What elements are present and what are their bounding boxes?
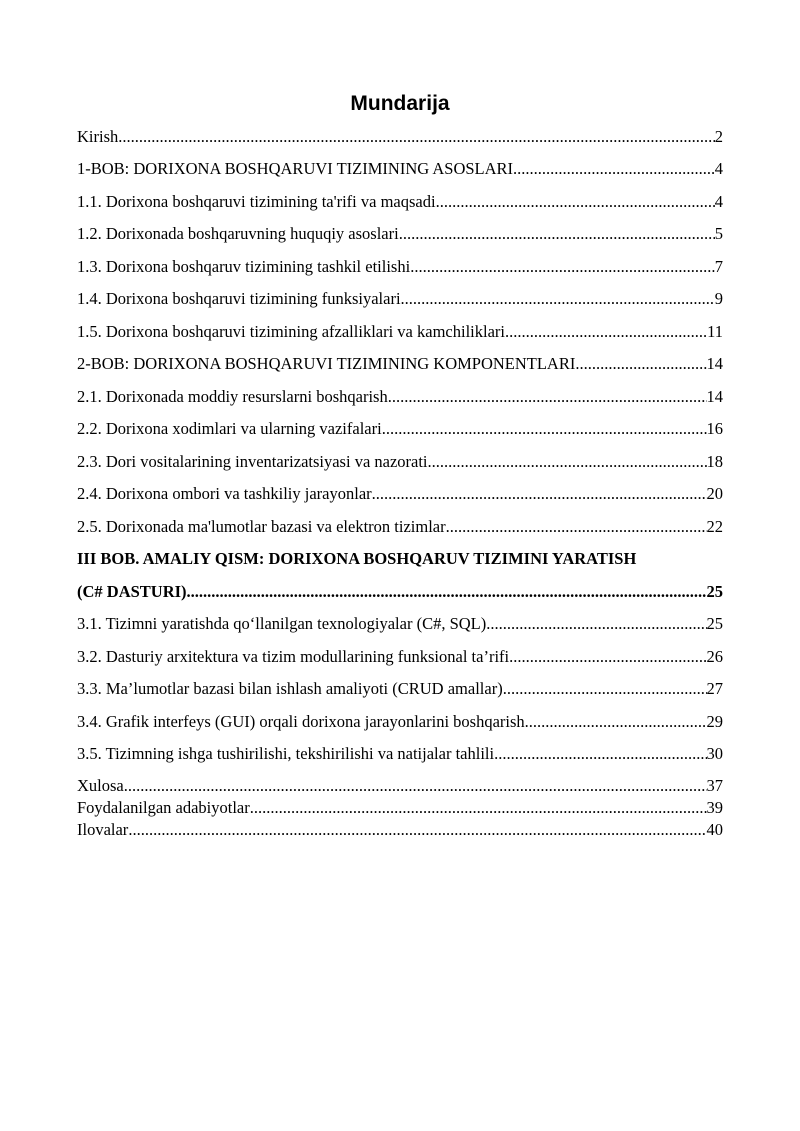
toc-page-number: 11 [707, 322, 723, 341]
toc-entry-1-4 [77, 289, 723, 309]
toc-entry-text: III BOB. AMALIY QISM: DORIXONA BOSHQARUV TIZIMINI YARATISH [77, 549, 637, 568]
toc-leader-dots [410, 257, 715, 277]
toc-entry-2-4 [77, 484, 723, 504]
toc-leader-dots [513, 159, 715, 179]
toc-leader-dots [187, 582, 707, 602]
toc-entry-text: 2-BOB: DORIXONA BOSHQARUVI TIZIMINING KOMPONENTLARI [77, 354, 576, 373]
toc-entry-text: 1.3. Dorixona boshqaruv tizimining tashkil etilishi [77, 257, 411, 276]
toc-entry-ilovalar [77, 820, 723, 840]
page-title: Mundarija [350, 92, 450, 115]
toc-entry-chapter-1 [77, 159, 723, 179]
toc-entry-2-3 [77, 452, 723, 472]
toc-entry-1-3 [77, 257, 723, 277]
toc-page-number: 29 [706, 712, 723, 731]
toc-entry-3-1 [77, 614, 723, 634]
toc-page-number: 26 [706, 647, 723, 666]
toc-entry-1-5 [77, 322, 723, 342]
toc-leader-dots [509, 647, 706, 667]
toc-entry-text: 2.2. Dorixona xodimlari va ularning vazifalari [77, 419, 382, 438]
toc-page-number: 5 [714, 224, 723, 243]
toc-entry-text: 1.2. Dorixonada boshqaruvning huquqiy asoslari [77, 224, 399, 243]
toc-leader-dots [124, 776, 707, 796]
toc-entry-3-5 [77, 744, 723, 764]
toc-entry-adabiyotlar [77, 798, 723, 818]
toc-leader-dots [118, 127, 715, 147]
toc-page-number: 14 [706, 387, 723, 406]
toc-leader-dots [503, 679, 707, 699]
toc-page-number: 7 [714, 257, 723, 276]
toc-entry-text: Foydalanilgan adabiyotlar [77, 798, 250, 817]
toc-entry-text: 1-BOB: DORIXONA BOSHQARUVI TIZIMINING ASOSLARI [77, 159, 514, 178]
toc-entry-text: Xulosa [77, 776, 124, 795]
toc-entry-text: 3.2. Dasturiy arxitektura va tizim modullarining funksional ta’rifi [77, 647, 510, 666]
toc-page-number: 20 [706, 484, 723, 503]
toc-leader-dots [128, 820, 706, 840]
toc-page-number: 4 [714, 159, 723, 178]
toc-page-number: 14 [706, 354, 723, 373]
toc-entry-text: 3.5. Tizimning ishga tushirilishi, tekshirilishi va natijalar tahlili [77, 744, 495, 763]
toc-leader-dots [575, 354, 706, 374]
toc-page-number: 30 [706, 744, 723, 763]
toc-entry-3-4 [77, 712, 723, 732]
toc-leader-dots [401, 289, 715, 309]
toc-entry-text: Kirish [77, 127, 119, 146]
toc-entry-text: 3.4. Grafik interfeys (GUI) orqali dorixona jarayonlarini boshqarish [77, 712, 525, 731]
toc-leader-dots [436, 192, 715, 212]
toc-page-number: 25 [706, 614, 723, 633]
toc-page-number: 9 [714, 289, 723, 308]
toc-entry-2-1 [77, 387, 723, 407]
toc-leader-dots [250, 798, 707, 818]
toc-entry-kirish [77, 127, 723, 147]
toc-entry-text: 1.5. Dorixona boshqaruvi tizimining afzalliklari va kamchiliklari [77, 322, 505, 341]
toc-entry-xulosa [77, 776, 723, 796]
toc-entry-chapter-2 [77, 354, 723, 374]
toc-entry-text: 1.4. Dorixona boshqaruvi tizimining funksiyalari [77, 289, 401, 308]
toc-page-number: 27 [706, 679, 723, 698]
toc-page-number: 16 [706, 419, 723, 438]
toc-entry-1-2 [77, 224, 723, 244]
toc-entry-text: 2.1. Dorixonada moddiy resurslarni boshqarish [77, 387, 388, 406]
toc-page-number: 18 [706, 452, 723, 471]
toc-leader-dots [388, 387, 707, 407]
toc-leader-dots [486, 614, 706, 634]
toc-leader-dots [372, 484, 707, 504]
toc-entry-text: 2.3. Dori vositalarining inventarizatsiyasi va nazorati [77, 452, 428, 471]
toc-entry-chapter-3 [77, 582, 723, 602]
toc-entry-text: (C# DASTURI) [77, 582, 187, 601]
toc-entry-text: 3.3. Ma’lumotlar bazasi bilan ishlash amaliyoti (CRUD amallar) [77, 679, 503, 698]
toc-entry-text: Ilovalar [77, 820, 129, 839]
toc-page-number: 22 [706, 517, 723, 536]
toc-page-number: 25 [706, 582, 723, 601]
toc-entry-text: 1.1. Dorixona boshqaruvi tizimining ta'rifi va maqsadi [77, 192, 436, 211]
toc-page-number: 39 [706, 798, 723, 817]
toc-entry-text: 2.5. Dorixonada ma'lumotlar bazasi va elektron tizimlar [77, 517, 446, 536]
toc-page-number: 37 [706, 776, 723, 795]
toc-leader-dots [382, 419, 707, 439]
toc-page-number: 2 [714, 127, 723, 146]
toc-leader-dots [525, 712, 707, 732]
toc-leader-dots [494, 744, 706, 764]
toc-leader-dots [399, 224, 715, 244]
toc-entry-text: 2.4. Dorixona ombori va tashkiliy jarayonlar [77, 484, 372, 503]
toc-leader-dots [428, 452, 707, 472]
toc-entry-3-3 [77, 679, 723, 699]
toc-leader-dots [505, 322, 707, 342]
toc-entry-2-2 [77, 419, 723, 439]
toc-page-number: 40 [706, 820, 723, 839]
toc-entry-1-1 [77, 192, 723, 212]
toc-leader-dots [446, 517, 707, 537]
toc-entry-chapter-3-heading [77, 549, 723, 569]
toc-page-number: 4 [714, 192, 723, 211]
toc-entry-3-2 [77, 647, 723, 667]
toc-entry-text: 3.1. Tizimni yaratishda qo‘llanilgan texnologiyalar (C#, SQL) [77, 614, 487, 633]
toc-entry-2-5 [77, 517, 723, 537]
